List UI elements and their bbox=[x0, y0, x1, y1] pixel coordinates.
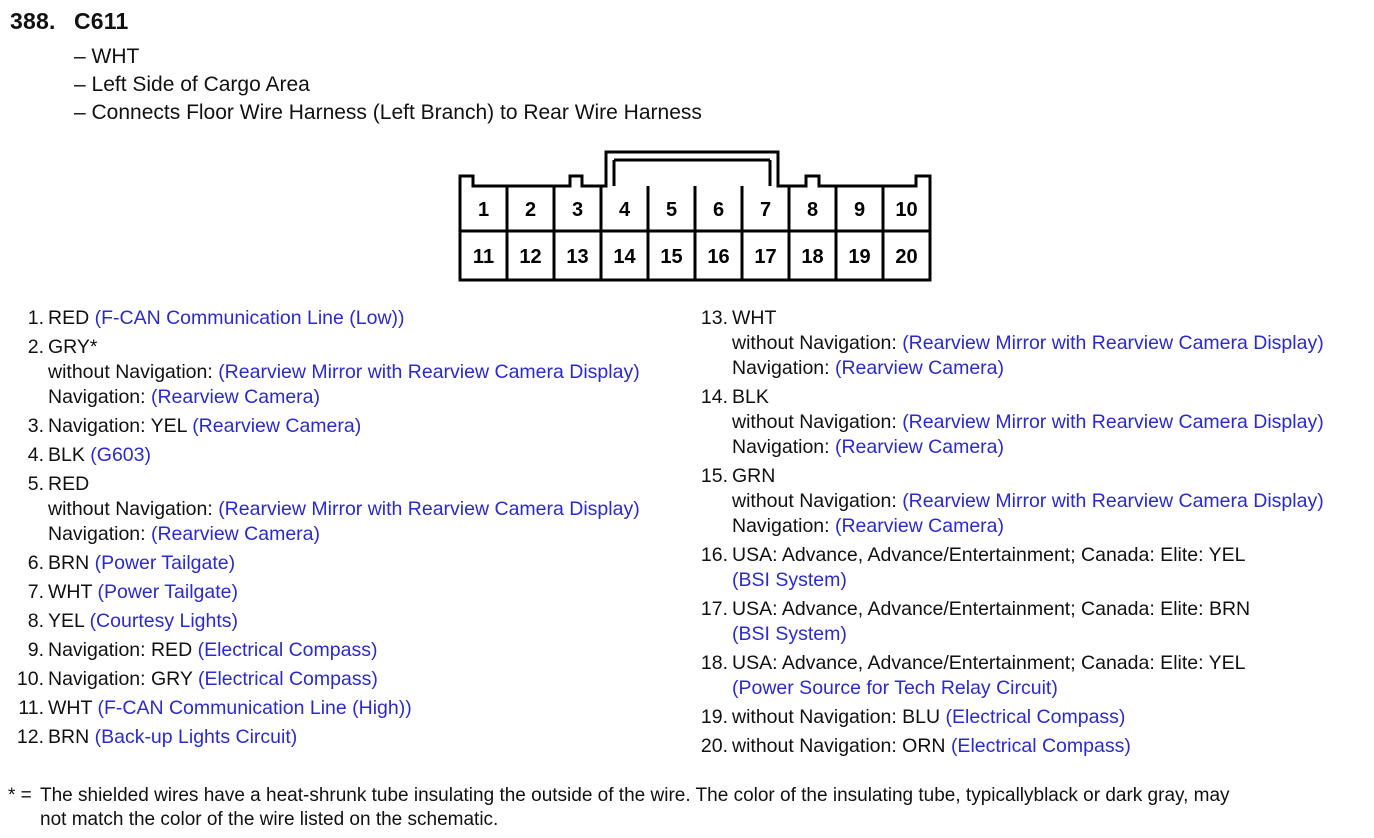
pin-number: 1. bbox=[27, 307, 44, 329]
wire-info: GRY* bbox=[48, 336, 98, 358]
pin-line bbox=[48, 522, 688, 547]
pin-number: 5. bbox=[27, 473, 44, 495]
pin-item bbox=[692, 597, 1372, 647]
footnote-line-1: The shielded wires have a heat-shrunk tube insulating the outside of the wire. The color of the insulating tube, typicallyblack or dark gray, may bbox=[40, 785, 1230, 806]
circuit-link[interactable]: (Power Source for Tech Relay Circuit) bbox=[732, 677, 1058, 699]
cavity-number: 9 bbox=[853, 199, 866, 221]
cavity-number: 3 bbox=[571, 199, 584, 221]
circuit-link[interactable]: (Rearview Camera) bbox=[834, 357, 1005, 379]
cavity-number: 2 bbox=[524, 199, 537, 221]
circuit-link[interactable]: (Rearview Mirror with Rearview Camera Display) bbox=[902, 490, 1324, 512]
pin-item bbox=[8, 472, 688, 547]
pin-line bbox=[732, 568, 1372, 593]
pin-line bbox=[732, 705, 1372, 730]
pin-line bbox=[732, 356, 1372, 381]
wire-info: YEL bbox=[48, 610, 90, 632]
pin-number: 9. bbox=[27, 639, 44, 661]
pin-item bbox=[8, 667, 688, 692]
connector-number: 388. bbox=[10, 8, 56, 34]
wire-info: without Navigation: bbox=[732, 490, 903, 512]
pin-number: 16. bbox=[700, 544, 728, 566]
pin-list-left bbox=[8, 306, 688, 754]
pin-item bbox=[8, 306, 688, 331]
circuit-link[interactable]: (Power Tailgate) bbox=[97, 581, 239, 603]
pin-item bbox=[692, 705, 1372, 730]
circuit-link[interactable]: (Electrical Compass) bbox=[945, 706, 1126, 728]
wire-info: BRN bbox=[48, 552, 95, 574]
pin-line bbox=[732, 385, 1372, 410]
wire-info: WHT bbox=[48, 581, 98, 603]
wire-info: BLK bbox=[732, 386, 769, 408]
cavity-number: 6 bbox=[712, 199, 725, 221]
pin-line bbox=[48, 443, 688, 468]
cavity-number: 4 bbox=[618, 199, 631, 221]
pin-line bbox=[732, 435, 1372, 460]
pin-number: 20. bbox=[700, 735, 728, 757]
connector-connection: – Connects Floor Wire Harness (Left Branch) to Rear Wire Harness bbox=[74, 101, 702, 124]
circuit-link[interactable]: (BSI System) bbox=[732, 569, 847, 591]
pin-number: 13. bbox=[700, 307, 728, 329]
pin-line bbox=[732, 734, 1372, 759]
wire-info: RED bbox=[48, 307, 95, 329]
pin-item bbox=[8, 414, 688, 439]
wire-info: Navigation: RED bbox=[48, 639, 198, 661]
pin-number: 4. bbox=[27, 444, 44, 466]
circuit-link[interactable]: (G603) bbox=[90, 444, 151, 466]
pin-line bbox=[732, 306, 1372, 331]
wire-info: USA: Advance, Advance/Entertainment; Canada: Elite: YEL bbox=[732, 652, 1246, 674]
pin-item bbox=[692, 385, 1372, 460]
pin-line bbox=[48, 360, 688, 385]
connector-title bbox=[10, 8, 129, 35]
pin-line bbox=[48, 696, 688, 721]
circuit-link[interactable]: (Rearview Camera) bbox=[834, 515, 1005, 537]
pin-item bbox=[692, 306, 1372, 381]
circuit-link[interactable]: (Back-up Lights Circuit) bbox=[94, 726, 298, 748]
pin-line bbox=[48, 667, 688, 692]
pin-line bbox=[48, 725, 688, 750]
pin-item bbox=[8, 335, 688, 410]
pin-line bbox=[48, 472, 688, 497]
wire-info: Navigation: bbox=[732, 357, 835, 379]
wire-info: USA: Advance, Advance/Entertainment; Canada: Elite: BRN bbox=[732, 598, 1251, 620]
connector-location: – Left Side of Cargo Area bbox=[74, 73, 310, 96]
wire-info: WHT bbox=[48, 697, 98, 719]
footnote-marker: * = bbox=[8, 785, 32, 806]
wire-info: USA: Advance, Advance/Entertainment; Canada: Elite: YEL bbox=[732, 544, 1246, 566]
circuit-link[interactable]: (Rearview Mirror with Rearview Camera Display) bbox=[218, 498, 640, 520]
pin-line bbox=[48, 609, 688, 634]
cavity-number: 14 bbox=[613, 246, 636, 268]
pin-line bbox=[732, 514, 1372, 539]
wire-info: BLK bbox=[48, 444, 91, 466]
circuit-link[interactable]: (Courtesy Lights) bbox=[89, 610, 239, 632]
cavity-number: 1 bbox=[477, 199, 490, 221]
pin-item bbox=[8, 551, 688, 576]
circuit-link[interactable]: (Rearview Mirror with Rearview Camera Display) bbox=[902, 411, 1324, 433]
pin-item bbox=[692, 464, 1372, 539]
connector-details bbox=[74, 43, 702, 127]
pin-number: 14. bbox=[700, 386, 728, 408]
circuit-link[interactable]: (Rearview Camera) bbox=[150, 523, 321, 545]
circuit-link[interactable]: (Rearview Mirror with Rearview Camera Display) bbox=[218, 361, 640, 383]
wire-info: Navigation: YEL bbox=[48, 415, 193, 437]
pin-item bbox=[8, 638, 688, 663]
cavity-number: 17 bbox=[754, 246, 777, 268]
pin-item bbox=[692, 651, 1372, 701]
pin-number: 8. bbox=[27, 610, 44, 632]
pin-line bbox=[48, 414, 688, 439]
wire-info: BRN bbox=[48, 726, 95, 748]
wire-info: without Navigation: bbox=[732, 411, 903, 433]
pin-number: 10. bbox=[16, 668, 44, 690]
circuit-link[interactable]: (BSI System) bbox=[732, 623, 847, 645]
wire-info: Navigation: bbox=[48, 386, 151, 408]
pin-line bbox=[48, 306, 688, 331]
pin-number: 2. bbox=[27, 336, 44, 358]
pin-number: 11. bbox=[18, 697, 44, 719]
wire-info: without Navigation: bbox=[48, 361, 219, 383]
pin-item bbox=[692, 543, 1372, 593]
cavity-number: 8 bbox=[806, 199, 819, 221]
pin-line bbox=[732, 622, 1372, 647]
pin-line bbox=[732, 331, 1372, 356]
wire-info: WHT bbox=[732, 307, 777, 329]
cavity-number: 5 bbox=[665, 199, 678, 221]
footnote bbox=[8, 784, 1370, 832]
cavity-number: 20 bbox=[895, 246, 918, 268]
wire-info: Navigation: bbox=[732, 436, 835, 458]
connector-id: C611 bbox=[74, 8, 129, 34]
wire-info: without Navigation: bbox=[48, 498, 219, 520]
cavity-number: 7 bbox=[759, 199, 772, 221]
pin-line bbox=[48, 638, 688, 663]
circuit-link[interactable]: (Electrical Compass) bbox=[950, 735, 1131, 757]
wire-info: without Navigation: BLU bbox=[732, 706, 946, 728]
circuit-link[interactable]: (Rearview Camera) bbox=[834, 436, 1005, 458]
pin-line bbox=[48, 551, 688, 576]
wire-info: without Navigation: ORN bbox=[732, 735, 951, 757]
pin-line bbox=[48, 385, 688, 410]
circuit-link[interactable]: (Electrical Compass) bbox=[197, 639, 378, 661]
wire-info: without Navigation: bbox=[732, 332, 903, 354]
circuit-link[interactable]: (F-CAN Communication Line (Low)) bbox=[94, 307, 405, 329]
circuit-link[interactable]: (F-CAN Communication Line (High)) bbox=[97, 697, 412, 719]
circuit-link[interactable]: (Power Tailgate) bbox=[94, 552, 236, 574]
pin-line bbox=[732, 651, 1372, 676]
cavity-number: 13 bbox=[566, 246, 589, 268]
pin-list-right bbox=[692, 306, 1372, 763]
cavity-number: 18 bbox=[801, 246, 824, 268]
pin-number: 3. bbox=[27, 415, 44, 437]
pin-number: 17. bbox=[700, 598, 728, 620]
cavity-number: 11 bbox=[472, 246, 495, 268]
pin-line bbox=[732, 464, 1372, 489]
pin-number: 15. bbox=[700, 465, 728, 487]
wire-info: Navigation: GRY bbox=[48, 668, 198, 690]
connector-diagram bbox=[456, 148, 934, 284]
pin-number: 18. bbox=[700, 652, 728, 674]
pin-line bbox=[732, 489, 1372, 514]
pin-line bbox=[732, 543, 1372, 568]
cavity-number: 19 bbox=[848, 246, 871, 268]
pin-number: 7. bbox=[27, 581, 44, 603]
pin-item bbox=[8, 696, 688, 721]
pin-number: 6. bbox=[27, 552, 44, 574]
pin-line bbox=[48, 335, 688, 360]
wire-info: GRN bbox=[732, 465, 776, 487]
cavity-number: 15 bbox=[660, 246, 683, 268]
pin-line bbox=[48, 580, 688, 605]
pin-line bbox=[732, 676, 1372, 701]
pin-line bbox=[732, 410, 1372, 435]
wire-info: Navigation: bbox=[48, 523, 151, 545]
pin-number: 12. bbox=[16, 726, 44, 748]
circuit-link[interactable]: (Electrical Compass) bbox=[197, 668, 378, 690]
circuit-link[interactable]: (Rearview Camera) bbox=[150, 386, 321, 408]
connector-color: – WHT bbox=[74, 45, 140, 68]
cavity-number: 12 bbox=[519, 246, 542, 268]
pin-item bbox=[692, 734, 1372, 759]
pin-item bbox=[8, 443, 688, 468]
pin-item bbox=[8, 609, 688, 634]
pin-line bbox=[732, 597, 1372, 622]
pin-number: 19. bbox=[700, 706, 728, 728]
pin-line bbox=[48, 497, 688, 522]
cavity-number: 10 bbox=[895, 199, 918, 221]
circuit-link[interactable]: (Rearview Camera) bbox=[192, 415, 362, 437]
circuit-link[interactable]: (Rearview Mirror with Rearview Camera Display) bbox=[902, 332, 1324, 354]
footnote-line-2: not match the color of the wire listed on the schematic. bbox=[40, 809, 499, 830]
pin-item bbox=[8, 580, 688, 605]
wire-info: RED bbox=[48, 473, 90, 495]
cavity-number: 16 bbox=[707, 246, 730, 268]
pin-item bbox=[8, 725, 688, 750]
wire-info: Navigation: bbox=[732, 515, 835, 537]
